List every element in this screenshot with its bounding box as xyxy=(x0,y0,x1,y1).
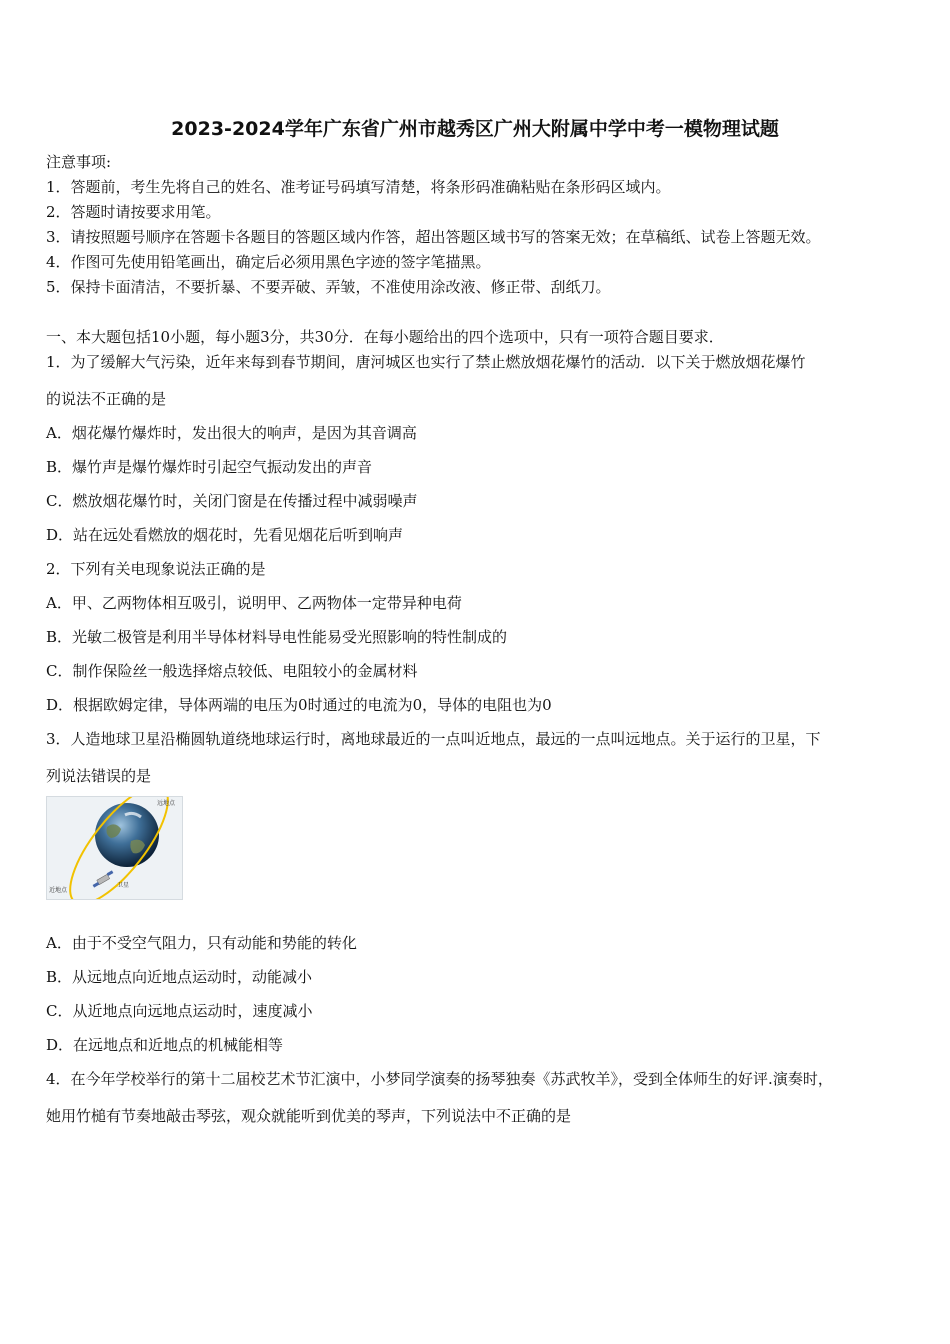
q1-option-c: C．燃放烟花爆竹时，关闭门窗是在传播过程中减弱噪声 xyxy=(46,492,418,510)
satellite-orbit-figure xyxy=(46,796,183,900)
q1-option-d: D．站在远处看燃放的烟花时，先看见烟花后听到响声 xyxy=(46,526,404,544)
question-4-stem: 4．在今年学校举行的第十二届校艺术节汇演中，小梦同学演奏的扬琴独奏《苏武牧羊》，受到全体师生的好评.演奏时， xyxy=(46,1070,833,1088)
page-title: 2023-2024学年广东省广州市越秀区广州大附属中学中考一模物理试题 xyxy=(171,118,779,140)
q3-option-a: A．由于不受空气阻力，只有动能和势能的转化 xyxy=(46,934,357,952)
question-2-stem: 2．下列有关电现象说法正确的是 xyxy=(46,560,266,578)
q2-option-d: D．根据欧姆定律，导体两端的电压为0时通过的电流为0，导体的电阻也为0 xyxy=(46,696,552,714)
q2-option-b: B．光敏二极管是利用半导体材料导电性能易受光照影响的特性制成的 xyxy=(46,628,508,646)
question-3-stem: 3．人造地球卫星沿椭圆轨道绕地球运行时，离地球最近的一点叫近地点，最远的一点叫远地点。关于运行的卫星，下 xyxy=(46,730,821,748)
q2-option-c: C．制作保险丝一般选择熔点较低、电阻较小的金属材料 xyxy=(46,662,418,680)
q3-option-b: B．从远地点向近地点运动时，动能减小 xyxy=(46,968,313,986)
q3-option-c: C．从近地点向远地点运动时，速度减小 xyxy=(46,1002,313,1020)
q2-option-a: A．甲、乙两物体相互吸引，说明甲、乙两物体一定带异种电荷 xyxy=(46,594,462,612)
q1-option-b: B．爆竹声是爆竹爆炸时引起空气振动发出的声音 xyxy=(46,458,373,476)
notice-item: 2．答题时请按要求用笔。 xyxy=(46,203,221,221)
far-point-label: 远地点 xyxy=(157,800,176,807)
question-1-stem: 1．为了缓解大气污染，近年来每到春节期间，唐河城区也实行了禁止燃放烟花爆竹的活动．以下关于燃放烟花爆竹 xyxy=(46,353,806,371)
question-4-stem-cont: 她用竹槌有节奏地敲击琴弦，观众就能听到优美的琴声，下列说法中不正确的是 xyxy=(46,1107,572,1125)
notice-item: 4．作图可先使用铅笔画出，确定后必须用黑色字迹的签字笔描黑。 xyxy=(46,253,491,271)
orbit-diagram xyxy=(47,797,182,899)
notice-item: 5．保持卡面清洁，不要折暴、不要弄破、弄皱，不准使用涂改液、修正带、刮纸刀。 xyxy=(46,278,611,296)
question-1-stem-cont: 的说法不正确的是 xyxy=(46,390,167,408)
notice-item: 3．请按照题号顺序在答题卡各题目的答题区域内作答，超出答题区域书写的答案无效；在草稿纸、试卷上答题无效。 xyxy=(46,228,821,246)
question-3-stem-cont: 列说法错误的是 xyxy=(46,767,152,785)
notice-heading: 注意事项: xyxy=(46,153,112,171)
satellite-label: 卫星 xyxy=(117,882,130,889)
section-heading: 一、本大题包括10小题，每小题3分，共30分．在每小题给出的四个选项中，只有一项符合题目要求． xyxy=(46,328,724,346)
q1-option-a: A．烟花爆竹爆炸时，发出很大的响声，是因为其音调高 xyxy=(46,424,417,442)
near-point-label: 近地点 xyxy=(49,887,68,894)
notice-item: 1．答题前，考生先将自己的姓名、准考证号码填写清楚，将条形码准确粘贴在条形码区域内。 xyxy=(46,178,671,196)
q3-option-d: D．在远地点和近地点的机械能相等 xyxy=(46,1036,284,1054)
